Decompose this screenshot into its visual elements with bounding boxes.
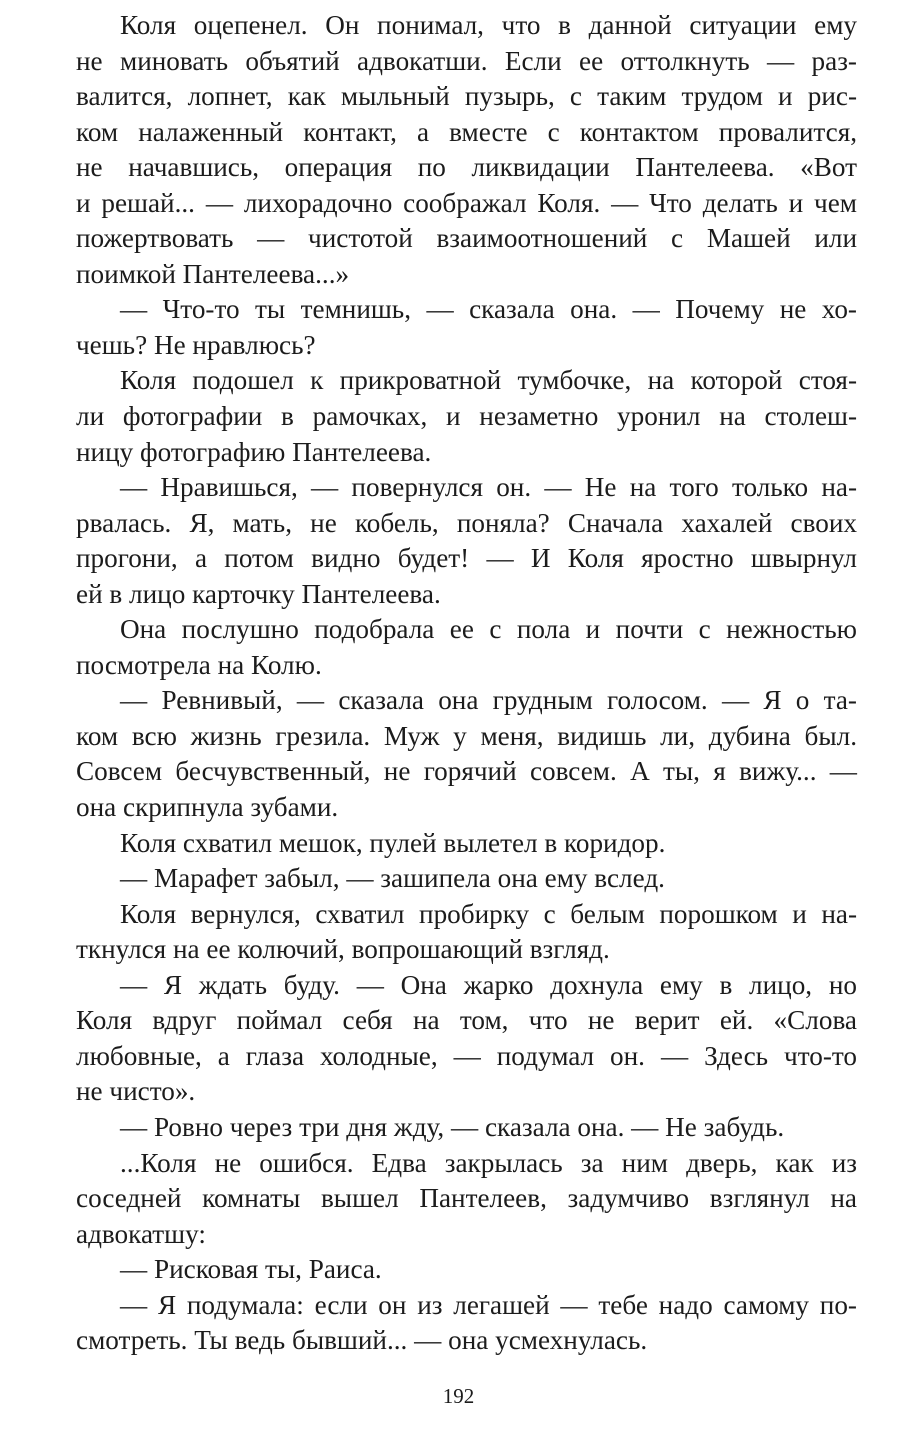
text-line: она скрипнула зубами.	[76, 792, 339, 823]
text-line: ком всю жизнь грезила. Муж у меня, видишь ли, дубина был.	[76, 720, 857, 751]
text-line: посмотрела на Колю.	[76, 649, 322, 680]
text-line: — Рисковая ты, Раиса.	[120, 1254, 382, 1285]
text-line: Коля оцепенел. Он понимал, что в данной ситуации ему	[120, 10, 857, 40]
paragraph	[76, 861, 857, 897]
text-line: не миновать объятий адвокатши. Если ее оттолкнуть — раз-	[76, 45, 857, 76]
text-line: валится, лопнет, как мыльный пузырь, с таким трудом и рис-	[76, 81, 857, 112]
text-line: ей в лицо карточку Пантелеева.	[76, 578, 441, 609]
text-line: Коля вдруг поймал себя на том, что не верит ей. «Слова	[76, 1005, 857, 1036]
paragraph	[76, 826, 857, 862]
paragraph	[76, 897, 857, 968]
paragraph	[76, 8, 857, 292]
text-line: поимкой Пантелеева...»	[76, 258, 350, 289]
text-line: и решай... — лихорадочно соображал Коля. — Что делать и чем	[76, 187, 857, 218]
text-line: — Что-то ты темнишь, — сказала она. — Почему не хо-	[120, 294, 857, 325]
text-line: — Я подумала: если он из легашей — тебе надо самому по-	[120, 1289, 857, 1320]
paragraph	[76, 612, 857, 683]
text-line: ...Коля не ошибся. Едва закрылась за ним дверь, как из	[120, 1147, 857, 1178]
paragraph	[76, 1252, 857, 1288]
text-line: соседней комнаты вышел Пантелеев, задумчиво взглянул на	[76, 1183, 857, 1214]
text-line: прогони, а потом видно будет! — И Коля яростно швырнул	[76, 543, 857, 574]
text-line: ли фотографии в рамочках, и незаметно уронил на столеш-	[76, 401, 857, 432]
text-line: чешь? Не нравлюсь?	[76, 329, 316, 360]
paragraph	[76, 1288, 857, 1359]
text-line: пожертвовать — чистотой взаимоотношений с Машей или	[76, 223, 857, 254]
paragraph	[76, 363, 857, 470]
paragraph	[76, 292, 857, 363]
paragraph	[76, 1110, 857, 1146]
text-line: Коля схватил мешок, пулей вылетел в коридор.	[120, 827, 666, 858]
text-line: Она послушно подобрала ее с пола и почти с нежностью	[120, 614, 857, 645]
text-line: — Ревнивый, — сказала она грудным голосом. — Я о та-	[120, 685, 857, 716]
paragraph	[76, 683, 857, 825]
text-line: Коля вернулся, схватил пробирку с белым порошком и на-	[120, 898, 857, 929]
text-line: — Ровно через три дня жду, — сказала она. — Не забудь.	[120, 1111, 785, 1142]
text-line: Совсем бесчувственный, не горячий совсем. А ты, я вижу... —	[76, 756, 857, 787]
text-line: ком налаженный контакт, а вместе с контактом провалится,	[76, 116, 857, 147]
text-line: — Нравишься, — повернулся он. — Не на того только на-	[120, 472, 857, 503]
text-line: — Марафет забыл, — зашипела она ему вслед.	[120, 863, 665, 894]
text-line: рвалась. Я, мать, не кобель, поняла? Сначала хахалей своих	[76, 507, 857, 538]
text-line: не чисто».	[76, 1076, 196, 1107]
paragraph	[76, 1146, 857, 1253]
text-line: ткнулся на ее колючий, вопрошающий взгляд.	[76, 934, 610, 965]
paragraph	[76, 470, 857, 612]
text-line: адвокатшу:	[76, 1218, 206, 1249]
paragraph	[76, 968, 857, 1110]
page-number: 192	[442, 1384, 475, 1408]
text-line: ницу фотографию Пантелеева.	[76, 436, 432, 467]
text-line: любовные, а глаза холодные, — подумал он. — Здесь что-то	[76, 1040, 857, 1071]
text-line: — Я ждать буду. — Она жарко дохнула ему в лицо, но	[120, 969, 857, 1000]
text-line: смотреть. Ты ведь бывший... — она усмехнулась.	[76, 1325, 648, 1356]
text-line: не начавшись, операция по ликвидации Пантелеева. «Вот	[76, 152, 857, 183]
text-line: Коля подошел к прикроватной тумбочке, на которой стоя-	[120, 365, 857, 396]
text-body	[76, 8, 857, 1359]
